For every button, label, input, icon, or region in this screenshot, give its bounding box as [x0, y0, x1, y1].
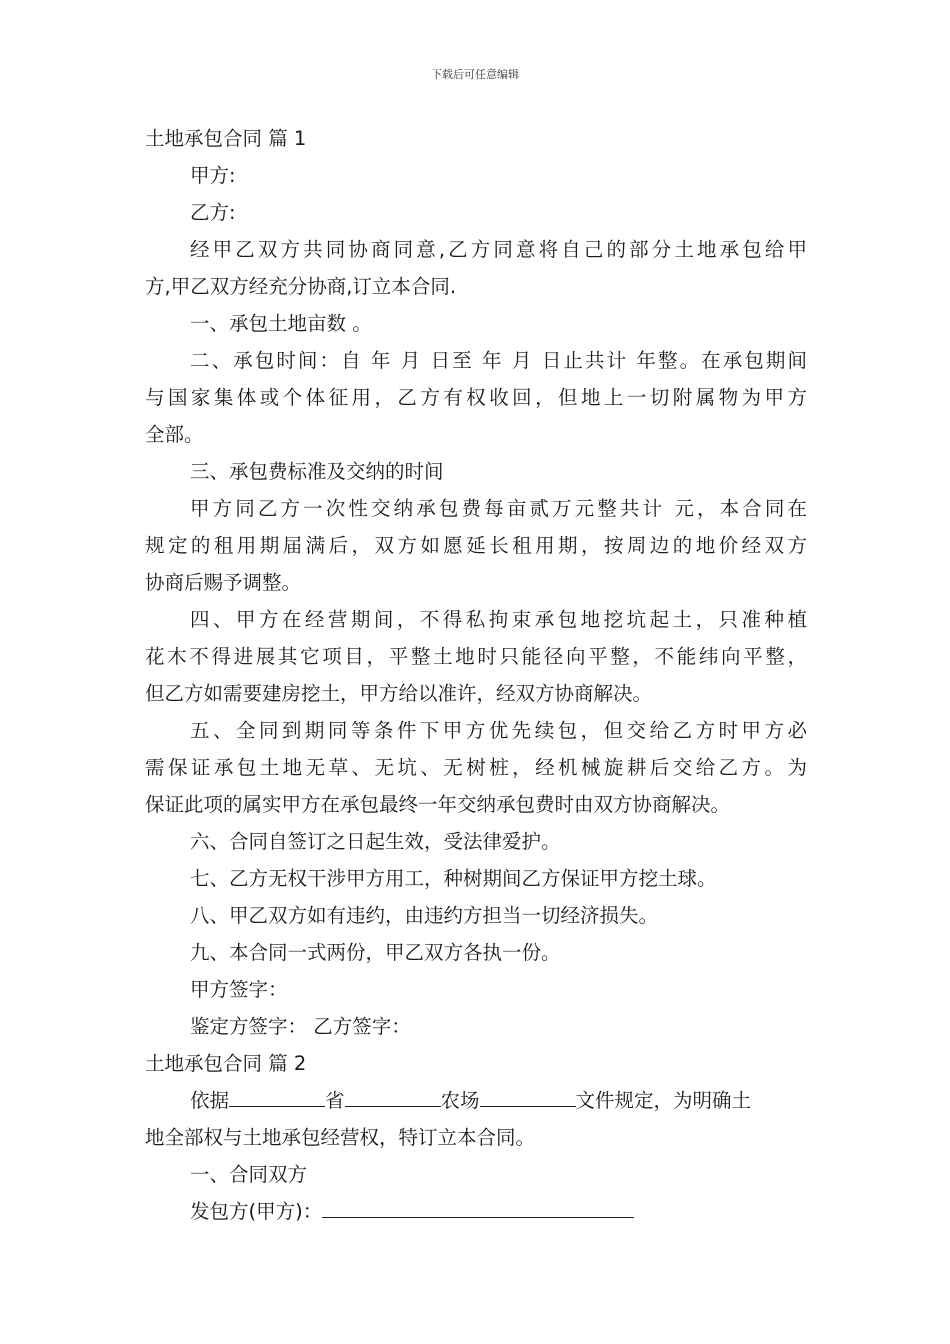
- basis-prefix: 依据: [190, 1089, 230, 1112]
- farm-blank[interactable]: [345, 1084, 441, 1107]
- contract-title-2: 土地承包合同 篇 2: [145, 1052, 307, 1075]
- basis-province: 省: [325, 1089, 345, 1112]
- clause-heading: 一、合同双方: [190, 1163, 308, 1186]
- clause-line: 六、合同自签订之日起生效，受法律爱护。: [190, 830, 561, 853]
- contract-title-1: 土地承包合同 篇 1: [145, 127, 307, 150]
- paragraph-line: 地全部权与土地承包经营权，特订立本合同。: [145, 1126, 536, 1149]
- paragraph-line: 二、承包时间：自 年 月 日至 年 月 日止共计 年整。在承包期间: [190, 349, 807, 372]
- clause-line: 八、甲乙双方如有违约，由违约方担当一切经济损失。: [190, 904, 659, 927]
- paragraph-line: 需保证承包土地无草、无坑、无树桩，经机械旋耕后交给乙方。为: [145, 756, 807, 779]
- basis-suffix: 文件规定，为明确土: [575, 1089, 752, 1112]
- party-a-line: 甲方:: [190, 164, 236, 187]
- party-a-blank[interactable]: [322, 1195, 634, 1218]
- paragraph-line: 五、全同到期同等条件下甲方优先续包，但交给乙方时甲方必: [190, 719, 807, 742]
- paragraph-line: 经甲乙双方共同协商同意,乙方同意将自己的部分土地承包给甲: [190, 238, 807, 261]
- signature-line: 鉴定方签字： 乙方签字：: [190, 1015, 411, 1038]
- province-blank[interactable]: [229, 1084, 325, 1107]
- contract-document: [145, 120, 807, 1230]
- paragraph-line: 但乙方如需要建房挖土，甲方给以准许，经双方协商解决。: [145, 682, 653, 705]
- clause-heading: 一、承包土地亩数 。: [190, 312, 372, 335]
- paragraph-line: 保证此项的属实甲方在承包最终一年交纳承包费时由双方协商解决。: [145, 793, 731, 816]
- clause-heading: 三、承包费标准及交纳的时间: [190, 460, 444, 483]
- party-a-field: [145, 1193, 807, 1230]
- party-a-label: 发包方(甲方)：: [190, 1200, 323, 1223]
- paragraph-line: 协商后赐予调整。: [145, 571, 302, 594]
- clause-line: 七、乙方无权干涉甲方用工，种树期间乙方保证甲方挖土球。: [190, 867, 717, 890]
- paragraph-line: 与国家集体或个体征用，乙方有权收回，但地上一切附属物为甲方: [145, 386, 807, 409]
- paragraph-line: 方,甲乙双方经充分协商,订立本合同.: [145, 275, 457, 298]
- clause-line: 九、本合同一式两份，甲乙双方各执一份。: [190, 941, 561, 964]
- page-header-note: 下载后可任意编辑: [431, 68, 519, 81]
- document-blank[interactable]: [480, 1084, 576, 1107]
- paragraph-line: 花木不得进展其它项目，平整土地时只能径向平整，不能纬向平整，: [145, 645, 807, 668]
- basis-farm: 农场: [440, 1089, 480, 1112]
- paragraph-line: 规定的租用期届满后，双方如愿延长租用期，按周边的地价经双方: [145, 534, 807, 557]
- paragraph-line: 甲方同乙方一次性交纳承包费每亩贰万元整共计 元，本合同在: [190, 497, 807, 520]
- basis-line: [145, 1082, 807, 1119]
- paragraph-line: 四、甲方在经营期间，不得私拘束承包地挖坑起土，只准种植: [190, 608, 807, 631]
- party-b-line: 乙方:: [190, 201, 236, 224]
- paragraph-line: 全部。: [145, 423, 204, 446]
- signature-party-a: 甲方签字：: [190, 978, 288, 1001]
